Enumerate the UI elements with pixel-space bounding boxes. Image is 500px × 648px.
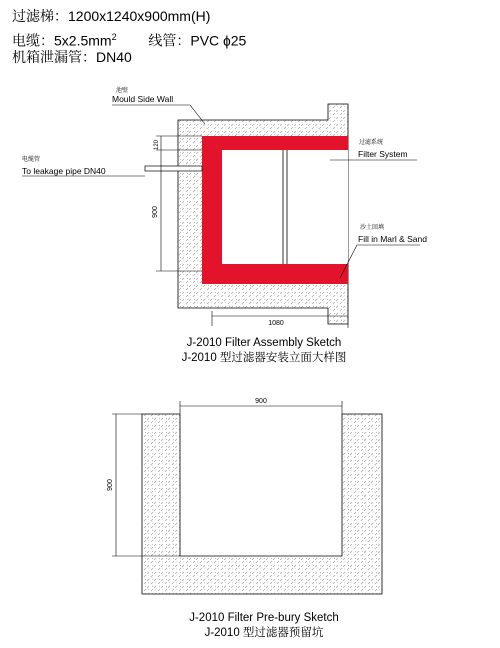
label-filter-en: Filter System	[358, 149, 408, 159]
spec-cable-sup: 2	[111, 32, 117, 42]
label-filter-cn: 过滤系统	[359, 140, 384, 146]
prebury-hatch	[142, 414, 382, 594]
label-pipe-cn: 电缆管	[22, 157, 41, 163]
label-pipe-en: To leakage pipe DN40	[22, 166, 106, 176]
assembly-sketch	[22, 86, 427, 328]
prebury-dim-width-label: 900	[255, 398, 267, 405]
spec-dimensions: 过滤梯：1200x1240x900mm(H)	[12, 8, 211, 24]
spec-conduit: 线管：PVC ɸ25	[148, 32, 247, 49]
prebury-caption-cn: J-2010 型过滤器预留坑	[204, 627, 324, 639]
leakage-pipe	[145, 166, 202, 171]
dim-1080-label: 1080	[268, 320, 284, 327]
label-wall-cn: 池壁	[116, 88, 129, 94]
dim-900-label: 900	[152, 206, 159, 218]
prebury-dim-height-label: 900	[107, 479, 114, 491]
label-wall-en: Mould Side Wall	[112, 94, 174, 104]
prebury-sketch	[107, 398, 382, 594]
label-fill-cn: 沙土回填	[360, 225, 385, 231]
assembly-caption-cn: J-2010 型过滤器安装立面大样图	[181, 352, 347, 364]
label-fill-en: Fill in Marl & Sand	[358, 234, 427, 244]
prebury-caption-en: J-2010 Filter Pre-bury Sketch	[189, 612, 339, 624]
spec-drain: 机箱泄漏管：DN40	[12, 49, 132, 65]
filter-interior	[222, 150, 348, 264]
prebury-caption	[14, 611, 500, 641]
dim-120-label: 120	[154, 139, 160, 151]
spec-cable-text: 电缆：5x2.5mm	[12, 32, 112, 49]
assembly-caption	[14, 336, 500, 366]
assembly-caption-en: J-2010 Filter Assembly Sketch	[186, 337, 342, 349]
